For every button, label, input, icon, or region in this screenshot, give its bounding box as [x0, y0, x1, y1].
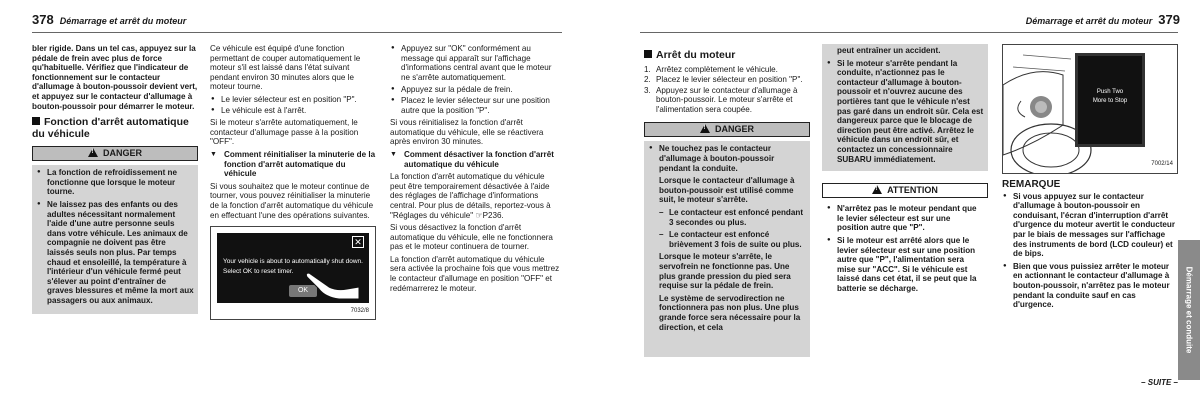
list-item: 1. Arrêtez complètement le véhicule.: [644, 64, 778, 74]
close-icon: ✕: [352, 236, 364, 248]
figure-instrument-cluster: [1002, 44, 1178, 174]
right-column-2: [822, 44, 988, 296]
danger-box-right: [644, 141, 810, 357]
side-tab-label: Démarrage et conduite: [1184, 266, 1194, 354]
danger-item: ● La fonction de refroidissement ne fonctionne que lorsque le moteur tourne.: [36, 168, 194, 197]
danger-paragraph: Le système de servodirection ne fonctionnera pas non plus. Une plus grande force sera nécessaire pour la direction, et cela: [659, 293, 801, 332]
left-column-1: [32, 44, 198, 314]
subheading-reset-timer: ▼ Comment réinitialiser la minuterie de la fonction d'arrêt automatique du véhicule: [210, 150, 376, 179]
danger-dash-item: – Le contacteur est enfoncé brièvement 3 fois de suite ou plus.: [659, 230, 806, 249]
hand-pointer-icon: [303, 259, 359, 299]
danger-header-right: !DANGER: [644, 122, 810, 137]
remarque-list: [1002, 192, 1178, 310]
danger-paragraph: Lorsque le contacteur d'allumage à bouton-poussoir est utilisé comme suit, le moteur s'arrête.: [659, 176, 795, 205]
left-page-number: 378: [32, 12, 54, 27]
screen-message: Your vehicle is about to automatically shut down.: [223, 258, 363, 266]
left-column-3: [390, 44, 560, 296]
danger-paragraph: peut entraîner un accident.: [837, 46, 941, 55]
left-column-2: [210, 44, 376, 320]
square-bullet-icon: [644, 50, 652, 58]
paragraph: Si vous réinitialisez la fonction d'arrêt automatique du véhicule, elle se réactivera après environ 30 minutes.: [390, 118, 544, 147]
danger-box-left: [32, 165, 198, 314]
warning-triangle-icon: [872, 185, 882, 194]
paragraph: Si le moteur s'arrête automatiquement, le contacteur d'allumage passe à la position "OFF".: [210, 118, 359, 147]
list-item: ● Le véhicule est à l'arrêt.: [210, 106, 376, 116]
paragraph: Si vous souhaitez que le moteur continue de tourner, vous pouvez réinitialiser la minuterie de la fonction d'arrêt automatique du véhicule en effectuant l'une des opérations suivantes.: [210, 181, 374, 220]
attention-item: ● Si le moteur est arrêté alors que le levier sélecteur est sur une position autre que "P", l'alimentation sera mise sur "ACC". Si le véhicule est laissé dans cet état, il se peut que la batterie se décharge.: [826, 236, 984, 294]
list-item: ● Le levier sélecteur est en position "P".: [210, 95, 376, 105]
section-title-engine-stop: Arrêt du moteur: [644, 50, 810, 62]
remarque-item: ● Bien que vous puissiez arrêter le moteur en actionnant le contacteur d'allumage à bouton-poussoir, n'arrêtez pas le moteur pendant la conduite sauf en cas d'urgence.: [1002, 262, 1178, 310]
list-item: 2. Placez le levier sélecteur en position "P".: [644, 75, 803, 85]
paragraph: Si vous désactivez la fonction d'arrêt automatique du véhicule, elle ne fonctionnera pas et le moteur continuera de tourner.: [390, 223, 553, 252]
cluster-screen: [1075, 53, 1145, 147]
list-item: ● Placez le levier sélecteur sur une position autre que la position "P".: [390, 96, 560, 115]
screen-text-line1: Push Two: [1096, 89, 1124, 95]
right-header-title: Démarrage et arrêt du moteur: [1025, 16, 1153, 26]
right-header-rule: [640, 32, 1178, 33]
steps-list: [644, 65, 810, 115]
section-title-auto-stop: Fonction d'arrêt automatique du véhicule: [32, 116, 189, 140]
list-item: ● Appuyez sur la pédale de frein.: [390, 85, 560, 95]
chapter-side-tab: [1178, 240, 1200, 380]
figure-code: 7032/8: [350, 307, 369, 314]
square-bullet-icon: [32, 117, 40, 125]
danger-item: ● Ne laissez pas des enfants ou des adultes nécessitant normalement l'aide d'une autre personne seuls dans votre véhicule. Les animaux de compagnie ne doivent pas être laissés seuls non plus. Par temps chaud et ensoleillé, la température à l'intérieur d'un véhicule fermé peut s'élever au point d'entraîner de graves blessures et même la mort aux passagers ou aux animaux.: [36, 200, 194, 306]
left-page-header: [32, 12, 186, 27]
warning-triangle-icon: [700, 124, 710, 133]
attention-box: [822, 202, 988, 293]
intro-paragraph: bler rigide. Dans un tel cas, appuyez sur la pédale de frein avec plus de force qu'habituelle. Vérifiez que l'indicateur de fonctionnement sur le contacteur d'allumage à bouton-poussoir devient vert, et appuyez sur le contacteur d'allumage à bouton-poussoir pour démarrer le moteur.: [32, 44, 198, 111]
display-screen: [217, 233, 369, 303]
figure-code: 7002/14: [1151, 161, 1173, 168]
right-page-number: 379: [1158, 12, 1180, 27]
danger-header-left: !DANGER: [32, 146, 198, 161]
right-page-header: [1026, 12, 1180, 27]
attention-item: ● N'arrêtez pas le moteur pendant que le levier sélecteur est sur une position autre que "P".: [826, 204, 984, 233]
paragraph: La fonction d'arrêt automatique du véhicule sera activée la prochaine fois que vous mettrez le contacteur d'allumage en position "OFF" et redémarrerez le moteur.: [390, 254, 560, 293]
continued-footer: – SUITE –: [1141, 378, 1178, 387]
danger-item: ● Si le moteur s'arrête pendant la conduite, n'actionnez pas le contacteur d'allumage à bouton-poussoir et n'ouvrez aucune des portières tant que le véhicule n'est pas garé dans un endroit sûr. Cela est dangereux parce que le blocage de direction peut être activé. Arrêtez le véhicule dans un endroit sûr, et contactez un concessionnaire SUBARU immédiatement.: [826, 59, 984, 165]
left-header-rule: [32, 32, 562, 33]
right-column-1: [644, 44, 810, 357]
paragraph: La fonction d'arrêt automatique du véhicule peut être temporairement désactivée à l'aide des réglages de l'affichage d'informations central. Pour plus de détails, reportez-vous à "Réglages du véhicule" ☞P236.: [390, 172, 551, 220]
danger-paragraph: Lorsque le moteur s'arrête, le servofrein ne fonctionne pas. Une plus grande pression du pied sera requise sur la pédale de frein.: [659, 252, 791, 291]
danger-continuation: [822, 44, 988, 171]
screen-ok-button: OK: [289, 285, 317, 297]
paragraph: Ce véhicule est équipé d'une fonction permettant de couper automatiquement le moteur s'il est laissé dans l'état suivant pendant environ 30 minutes alors que le moteur tourne.: [210, 44, 361, 92]
figure-auto-shutdown-screen: [210, 226, 376, 320]
danger-item: ● Ne touchez pas le contacteur d'allumage à bouton-poussoir pendant la conduite.: [648, 144, 806, 173]
danger-dash-item: – Le contacteur est enfoncé pendant 3 secondes ou plus.: [659, 208, 806, 227]
list-item: ● Appuyez sur "OK" conformément au message qui apparaît sur l'affichage d'informations central avant que le moteur ne s'arrête automatiquement.: [390, 44, 560, 82]
attention-header: !ATTENTION: [822, 183, 988, 198]
screen-instruction: Select OK to reset timer.: [223, 268, 294, 276]
warning-triangle-icon: [88, 148, 98, 157]
remarque-title: REMARQUE: [1002, 179, 1061, 190]
remarque-item: ● Si vous appuyez sur le contacteur d'allumage à bouton-poussoir en conduisant, l'écran d'interruption d'arrêt d'urgence du moteur avertit le conducteur par le biais de messages sur l'affichage des instruments de bord (LCD couleur) et de bips.: [1002, 192, 1178, 259]
list-item: 3. Appuyez sur le contacteur d'allumage à bouton-poussoir. Le moteur s'arrête et l'alimentation sera coupée.: [644, 85, 798, 114]
left-header-title: Démarrage et arrêt du moteur: [59, 16, 187, 26]
subheading-disable: ▼ Comment désactiver la fonction d'arrêt automatique du véhicule: [390, 150, 560, 169]
screen-text-line2: More to Stop: [1092, 98, 1128, 104]
right-column-3: [1002, 44, 1178, 313]
